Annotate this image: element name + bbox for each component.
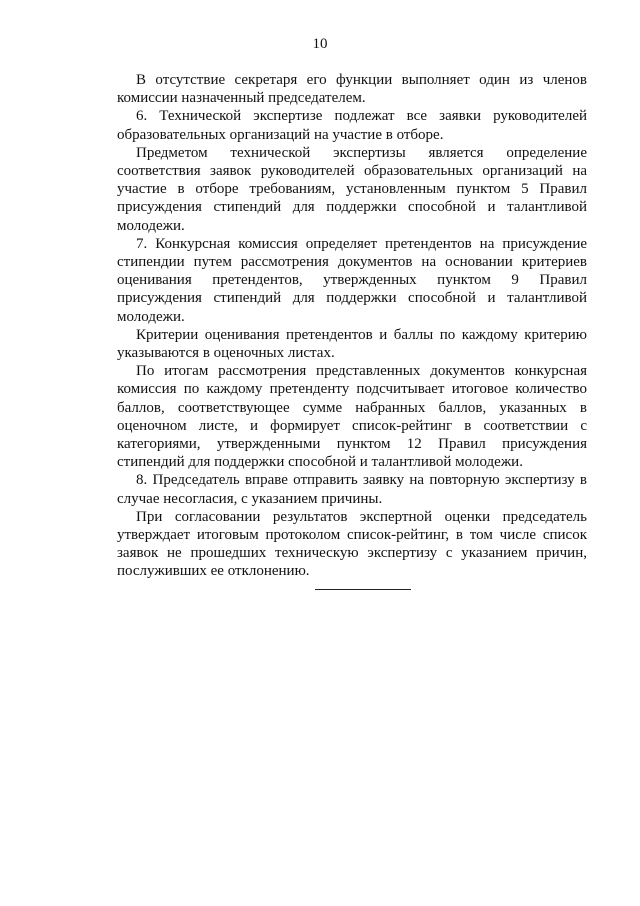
paragraph-evaluation-criteria: Критерии оценивания претендентов и баллы по каждому критерию указываются в оценочных листах. bbox=[117, 326, 587, 362]
paragraph-final-protocol: При согласовании результатов экспертной оценки председатель утверждает итоговым протоколом список-рейтинг, в том числе список заявок не прошедших техническую экспертизу с указанием причин, послуживших ее отклонению. bbox=[117, 508, 587, 580]
paragraph-results-review: По итогам рассмотрения представленных документов конкурсная комиссия по каждому претенденту подсчитывает итоговое количество баллов, соответствующее сумме набранных баллов, указанных в оценочном листе, и формирует список-рейтинг в соответствии с категориями, утвержденными пунктом 12 Правил присуждения стипендий для поддержки способной и талантливой молодежи. bbox=[117, 363, 587, 471]
closing-divider-line bbox=[315, 589, 411, 590]
document-body bbox=[117, 71, 587, 581]
page-number: 10 bbox=[312, 36, 328, 52]
paragraph-item-6: 6. Технической экспертизе подлежат все заявки руководителей образовательных организаций на участие в отборе. bbox=[117, 108, 587, 143]
paragraph-expertise-subject: Предметом технической экспертизы является определение соответствия заявок руководителей образовательных организаций на участие в отборе требованиям, установленным пунктом 5 Правил присуждения стипендий для поддержки способной и талантливой молодежи. bbox=[117, 144, 587, 234]
paragraph-item-7: 7. Конкурсная комиссия определяет претендентов на присуждение стипендии путем рассмотрения документов на основании критериев оценивания претендентов, утвержденных пунктом 9 Правил присуждения стипендий для поддержки способной и талантливой молодежи. bbox=[117, 235, 587, 325]
paragraph-item-8: 8. Председатель вправе отправить заявку на повторную экспертизу в случае несогласия, с указанием причины. bbox=[117, 472, 587, 507]
paragraph-secretary-absence: В отсутствие секретаря его функции выполняет один из членов комиссии назначенный председателем. bbox=[117, 72, 587, 107]
